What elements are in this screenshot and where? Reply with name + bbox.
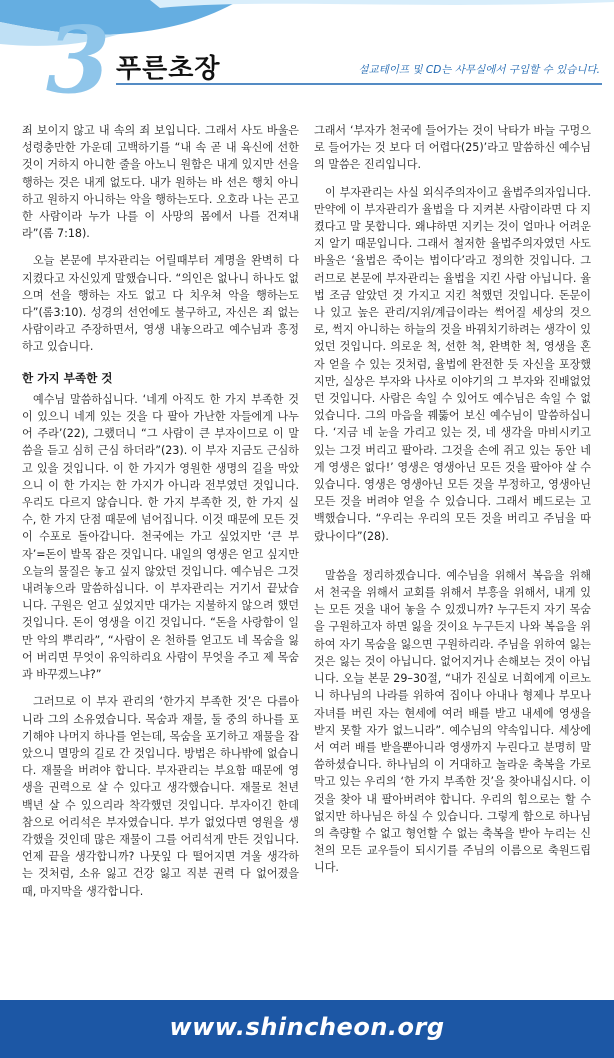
paragraph: 그래서 ‘부자가 천국에 들어가는 것이 낙타가 바늘 구멍으로 들어가는 것 보다 더 어렵다(25)’라고 말씀하신 예수님의 말씀은 진리입니다. [314, 124, 591, 172]
paragraph: 이 부자관리는 사실 외식주의자이고 율법주의자입니다. 만약에 이 부자관리가 율법을 다 지켜본 사람이라면 다 지켰다고 말 못합니다. 왜냐하면 지키는 것이 얼마나 어려운지 알기 때문입니다. 그래서 철저한 율법주의자였던 사도바울은 ‘율법은 죽이는 법이다’라고 정의한 것입니다. 그러므로 본문에 부자관리는 율법을 지킨 사람 아닙니다. 율법 조금 알았던 것 가지고 지킨 척했던 것입니다. 돈문이 나 있고 높은 관리/지위/계급이라는 썩어질 세상의 것으로, 썩지 아니하는 하늘의 것을 바꿔치기하려는 생각이 있었던 것입니다. 의로운 척, 선한 척, 완벽한 척, 영생을 혼자 얻을 수 있는 것처럼, 율법에 완전한 듯 자신을 포장했지만, 실상은 부자와 나사로 이야기의 그 부자와 진배없었던 것입니다. 사람은 속일 수 있어도 예수님은 속일 수 없었습니다. 그의 마음을 꿰뚫어 보신 예수님이 말씀하십니다. ‘지금 네 눈을 가리고 있는 것, 네 생각을 마비시키고 있는 그것 버리고 팔아라. 그것을 손에 쥐고 있는 동안 네게 영생은 없다!’ 영생은 영생아닌 모든 것을 팔아야 살 수 있습니다. 영생은 영생아닌 모든 것을 부정하고, 영생아닌 모든 것을 버려야 얻을 수 있습니다. 그래서 베드로는 고백했습니다. “우리는 우리의 모든 것을 버리고 주님을 따랐나이다”(28). [314, 185, 591, 543]
paragraph: 예수님 말씀하십니다. ‘네게 아직도 한 가지 부족한 것이 있으니 네게 있는 것을 다 팔아 가난한 자들에게 나누어 주라’(22), 그랬더니 “그 사람이 큰 부자이므로 이 말씀을 듣고 심히 근심 하더라”(23). 이 부자 지금도 근심하고 있을 것입니다. 이 한 가지가 영원한 생명의 길을 막았으니 이 한 가지는 한 가지가 아니라 전부였던 것입니다. 우리도 다르지 않습니다. 한 가지 부족한 것, 한 가지 실수, 한 가지 단점 때문에 넘어집니다. 이것 때문에 모든 것이 수포로 돌아갑니다. 천국에는 가고 싶었지만 ‘큰 부자’=돈이 발목 잡은 것입니다. 내일의 영생은 얻고 싶지만 오늘의 물질은 놓고 싶지 않았던 것입니다. 예수님은 그것 내려놓으라 말씀하십니다. 이 부자관리는 거기서 끝났습니다. 구원은 얻고 싶었지만 대가는 지불하지 않으려 했던 것입니다. 돈이 영생을 이긴 것입니다. “돈을 사랑함이 일만 악의 뿌리라”, “사람이 온 천하를 얻고도 네 목숨을 잃어 버리면 무엇이 유익하리요 사람이 무엇을 주고 제 목숨과 바꾸겠느냐?” [22, 392, 299, 682]
website-link[interactable]: www.shincheon.org [169, 1013, 445, 1041]
chapter-number: 3 [46, 6, 111, 114]
purchase-notice: 설교테이프 및 CD는 사무실에서 구입할 수 있습니다. [358, 64, 600, 76]
page-title: 푸른초장 [116, 54, 221, 84]
right-column [314, 122, 591, 887]
paragraph: 그러므로 이 부자 관리의 ‘한가지 부족한 것’은 다름아니라 그의 소유였습니다. 목숨과 재물, 둘 중의 하나를 포기해야 나머지 하나를 얻는데, 목숨을 포기하고 재물을 잡았으니 멸망의 길로 간 것입니다. 방법은 하나밖에 없습니다. 재물을 버려야 합니다. 부자관리는 부요함 때문에 영생을 권력으로 살 수 있다고 생각했습니다. 재물로 천년 백년 살 수 있으리라 착각했던 것입니다. 부자이긴 한데 참으로 어리석은 부자였습니다. 부가 없었다면 영원을 생각했을 것인데 많은 재물이 그를 어리석게 만든 것입니다. 언제 끝을 생각합니까? 나뭇잎 다 떨어지면 겨울 생각하는 것처럼, 소유 잃고 건강 잃고 직분 권력 다 없어졌을 때, 마지막을 생각합니다. [22, 695, 299, 898]
page-header [0, 0, 614, 114]
paragraph: 말씀을 정리하겠습니다. 예수님을 위해서 복음을 위해서 천국을 위해서 교회를 위해서 부흥을 위해서, 내게 있는 모든 것을 내어 놓을 수 있겠니까? 누구든지 자기 목숨을 구원하고자 하면 잃을 것이요 누구든지 나와 복음을 위하여 자기 목숨을 잃으면 구원하리라. 주님을 위하여 잃는 것은 잃는 것이 아닙니다. 없어지거나 손해보는 것이 아닙니다. 오늘 본문 29–30절, “내가 진실로 너희에게 이르노니 하나님의 나라를 위하여 집이나 아내나 형제나 부모나 자녀를 버린 자는 현세에 여러 배를 받고 내세에 영생을 받지 못할 자가 없느니라”. 예수님의 약속입니다. 세상에서 여러 배를 받을뿐아니라 영생까지 누린다고 분명히 말씀하셨습니다. 하나님의 이 거대하고 놀라운 축복을 가로막고 있는 우리의 ‘한 가지 부족한 것’을 찾아내십시다. 이것을 찾아 내 팔아버려야 합니다. 우리의 힘으로는 할 수 없지만 하나님은 하실 수 있습니다. 그렇게 함으로 하나님의 측량할 수 없고 형언할 수 없는 축복을 받아 누리는 신천의 모든 교우들이 되시기를 주님의 이름으로 축원드립니다. [314, 568, 591, 875]
section-heading: 한 가지 부족한 것 [22, 370, 113, 385]
left-column [22, 122, 299, 910]
paragraph: 죄 보이지 않고 내 속의 죄 보입니다. 그래서 사도 바울은 성령충만한 가운데 고백하기를 “내 속 곧 내 육신에 선한 것이 거하지 아니한 줄을 아노니 원함은 내게 있지만 선을 행하는 것은 내게 없도다. 내가 원하는 바 선은 행치 아니하고 원하지 아니하는 악을 행하는도다. 오호라 나는 곤고한 사람이라 누가 나를 이 사망의 몸에서 나를 건져내라”(롬 7:18). [22, 124, 299, 241]
page-footer [0, 1000, 614, 1058]
paragraph: 오늘 본문에 부자관리는 어릴때부터 계명을 완벽히 다 지켰다고 자신있게 말했습니다. “의인은 없나니 하나도 없으며 선을 행하는 자도 없고 다 치우쳐 악을 행하는도다”(롬3:10). 성경의 선언에도 불구하고, 자신은 죄 없는 사람이라고 주장하면서, 영생 내놓으라고 예수님과 흥정하고 있습니다. [22, 254, 299, 354]
